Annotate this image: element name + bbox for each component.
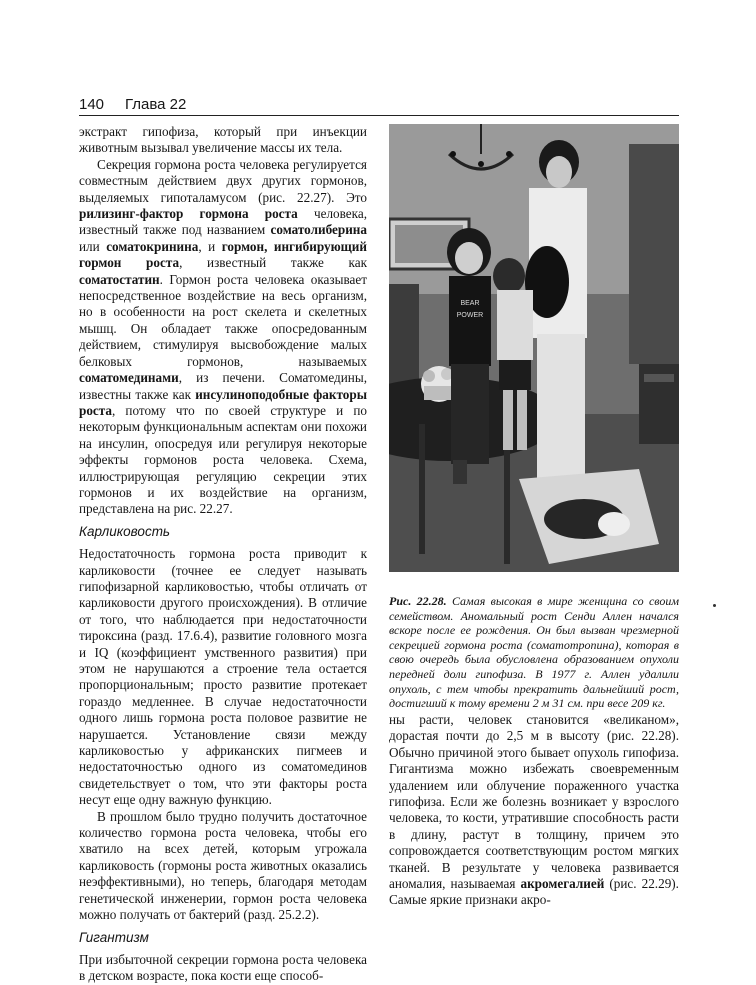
shirt-text: BEAR bbox=[460, 300, 480, 307]
right-column bbox=[389, 712, 679, 909]
header-rule bbox=[79, 115, 679, 116]
paragraph: ны расти, человек становится «великаном», дорастая почти до 2,5 м в высоту (рис. 22.28). Обычно причиной этого бывает опухоль гипофиза. Гигантизма можно избежать своевременным удалением или облучение пораженного участка гипофиза. Если же болезнь возникает у взрослого человека, то кости, утратившие способность расти в длину, растут в толщину, причем это сопровождается соответствующим ростом мягких тканей. В результате у человека развивается аномалия, называемая акромегалией (рис. 22.29). Самые яркие признаки акро- bbox=[389, 712, 679, 908]
scan-mark bbox=[713, 604, 716, 607]
caption-text: Самая высокая в мире женщина со своим семейством. Аномальный рост Сенди Аллен начался вскоре после ее рождения. Он был вызван чрезмерной секрецией гормона роста (соматотропина), которая в свою очередь была обусловлена образованием опухоли передней доли гипофиза. В 1977 г. Аллен удалили опухоль, с тем чтобы прекратить дальнейший рост, достигший к тому времени 2 м 31 см. при весе 209 кг. bbox=[389, 594, 679, 711]
term: акромегалией bbox=[520, 876, 605, 892]
shirt-text: POWER bbox=[456, 312, 484, 319]
paragraph: В прошлом было трудно получить достаточное количество гормона роста человека, чтобы его хватило на всех детей, которым угрожала карликовость (гормоны роста животных оказались неэффективными), но теперь, благодаря методам генетической инженерии, гормон роста человека можно получать от бактерий (разд. 25.2.2). bbox=[79, 808, 367, 923]
figure-caption bbox=[389, 594, 679, 711]
page-header bbox=[79, 96, 679, 116]
term: гормон, ингибирующий гормон роста bbox=[79, 238, 367, 271]
chapter-title: Глава 22 bbox=[125, 96, 187, 113]
term: соматостатин bbox=[79, 271, 160, 287]
term: соматомединами bbox=[79, 370, 179, 386]
paragraph: Недостаточность гормона роста приводит к карликовости (точнее ее следует называть гипофизарной карликовостью, чтобы отличать от карликовости другого происхождения). В отличие от того, что наблюдается при недостаточности тироксина (разд. 17.6.4), развитие головного мозга и IQ (коэффициент умственного развития) при этом не нарушаются а строение тела остается пропорциональным; просто развитие протекает гораздо медленнее. В случае недостаточности одного лишь гормона роста половое развитие не нарушается. Установление связи между карликовостью у африканских пигмеев и недостаточностью одного из соматомединов свидетельствует о том, что эти факторы роста несут еще одну важную функцию. bbox=[79, 546, 367, 808]
figure-label: Рис. 22.28. bbox=[389, 594, 447, 608]
term: инсулиноподобные факторы роста bbox=[79, 386, 368, 418]
paragraph: Секреция гормона роста человека регулируется совместным действием двух других гормонов, выделяемых гипоталамусом (рис. 22.27). Это рилизинг-фактор гормона роста человека, известный также под названием соматолиберина или соматокринина, и гормон, ингибирующий гормон роста, известный также как соматостатин. Гормон роста человека оказывает непосредственное воздействие на весь организм, но в особенности на рост скелета и скелетных мышц. Он обладает также опосредованным действием, стимулируя высвобождение малых белковых гормонов, называемых соматомединами, из печени. Соматомедины, известны также как инсулиноподобные факторы роста, потому что по своей структуре и по некоторым функциональным аспектам они похожи на инсулин, опосредуя или регулируя некоторые эффекты гормонов роста человека. Схема, иллюстрирующая регуляцию секреции этих гормонов и их воздействие на организм, представлена на рис. 22.27. bbox=[79, 156, 368, 517]
family-photo-illustration bbox=[389, 124, 679, 572]
figure-photo bbox=[389, 124, 679, 572]
paragraph: экстракт гипофиза, который при инъекции животным вызывал увеличение массы их тела. bbox=[79, 124, 367, 156]
term: рилизинг-фактор гормона роста bbox=[79, 206, 298, 222]
section-heading: Карликовость bbox=[79, 523, 171, 539]
section-heading: Гигантизм bbox=[79, 929, 149, 945]
page-number: 140 bbox=[79, 96, 105, 113]
term: соматолиберина bbox=[270, 222, 367, 238]
term: соматокринина bbox=[106, 238, 199, 254]
left-column bbox=[79, 124, 367, 985]
paragraph: При избыточной секреции гормона роста человека в детском возрасте, пока кости еще способ- bbox=[79, 951, 367, 984]
